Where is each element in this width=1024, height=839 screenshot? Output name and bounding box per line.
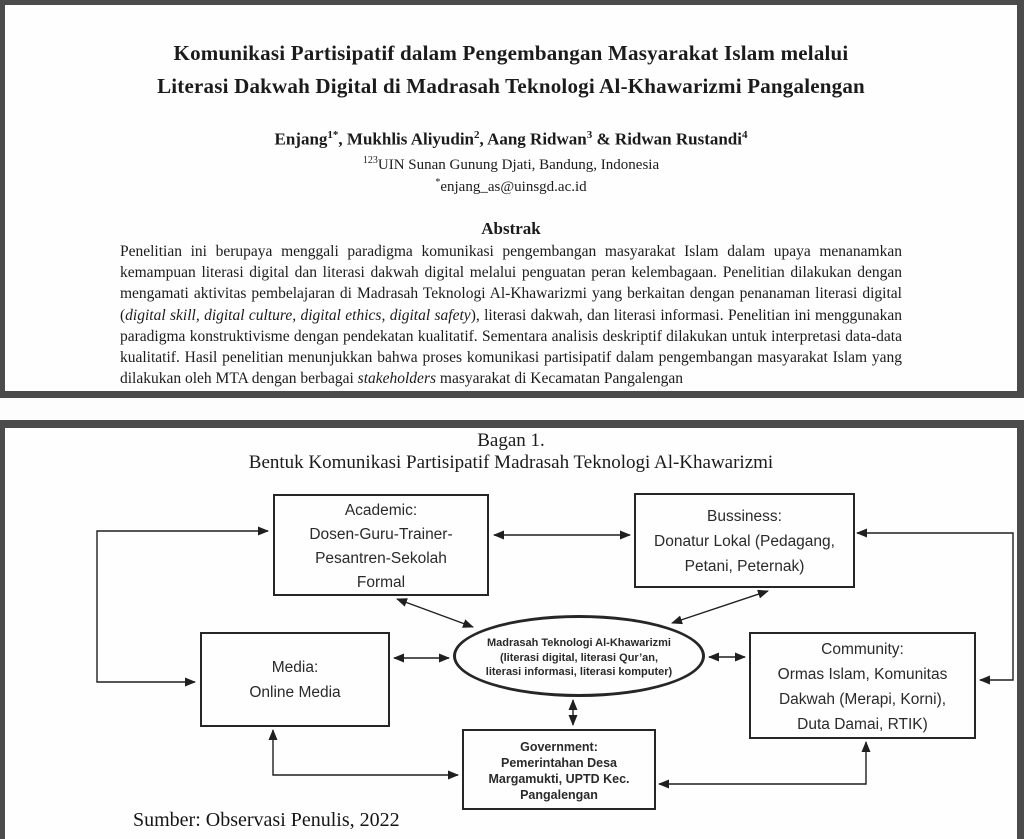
node-business-line: Donatur Lokal (Pedagang, (654, 533, 835, 550)
abstract-heading: Abstrak (481, 218, 541, 238)
node-government-line: Pemerintahan Desa (500, 756, 618, 770)
node-government-line: Margamukti, UPTD Kec. (488, 772, 630, 786)
node-center-line: (literasi digital, literasi Qur’an, (499, 651, 659, 664)
affiliation-line: $^{123}$UIN Sunan Gunung Djati, Bandung, Indonesia (362, 154, 660, 173)
paper-page-panel (0, 0, 1024, 398)
node-center-line: Madrasah Teknologi Al-Khawarizmi (487, 637, 671, 649)
node-center-line: literasi informasi, literasi komputer) (485, 666, 673, 678)
node-community-line: Ormas Islam, Komunitas (777, 666, 948, 683)
node-business-line: Petani, Peternak) (684, 558, 805, 575)
email-line: *enjang_as@uinsgd.ac.id (435, 176, 587, 195)
node-community-line: Duta Damai, RTIK) (797, 716, 928, 733)
node-academic-line: Pesantren-Sekolah (315, 550, 447, 567)
node-government-line: Pangalengan (520, 788, 598, 802)
figure-canvas (5, 428, 1017, 839)
node-academic-line: Formal (356, 574, 406, 591)
figure-caption: Bagan 1. (477, 430, 545, 451)
node-academic-line: Academic: (344, 502, 418, 519)
node-community-line: Community: (821, 641, 904, 658)
authors-line: Enjang$^{1*}$, Mukhlis Aliyudin$^2$, Aang Ridwan$^3$ & Ridwan Rustandi$^4$ (274, 129, 748, 149)
node-government-line: Government: (520, 740, 598, 754)
paper-title-line1: Komunikasi Partisipatif dalam Pengembangan Masyarakat Islam melalui (173, 41, 849, 65)
node-media (200, 632, 390, 727)
figure-panel (0, 420, 1024, 839)
node-government (462, 729, 656, 810)
node-media-line: Online Media (249, 684, 341, 701)
paper-title-line2: Literasi Dakwah Digital di Madrasah Teknologi Al-Khawarizmi Pangalengan (157, 74, 865, 98)
node-community (749, 632, 976, 739)
node-academic-line: Dosen-Guru-Trainer- (309, 526, 453, 543)
figure-subtitle: Bentuk Komunikasi Partisipatif Madrasah Teknologi Al-Khawarizmi (248, 452, 774, 473)
figure-source: Sumber: Observasi Penulis, 2022 (133, 809, 400, 831)
abstract-text: Penelitian ini berupaya menggali paradigma komunikasi pengembangan masyarakat Islam dalam upaya menanamkan kemampuan literasi digital dan literasi dakwah digital melalui penguatan peran kelembagaan. Penelitian dilakukan dengan mengamati aktivitas pembelajaran di Madrasah Teknologi Al-Khawarizmi yang berkaitan dengan penanaman literasi digital (digital skill, digital culture, digital ethics, digital safety), literasi dakwah, dan literasi informasi. Penelitian ini menggunakan paradigma konstruktivisme dengan pendekatan kualitatif. Sementara analisis deskriptif dilakukan untuk interpretasi data-data kualitatif. Hasil penelitian menunjukkan bahwa proses komunikasi partisipatif dalam pengembangan masyarakat Islam yang dilakukan oleh MTA dengan berbagai stakeholders masyarakat di Kecamatan Pangalengan (120, 242, 902, 388)
node-media-line: Media: (271, 659, 319, 676)
node-academic (273, 494, 489, 596)
node-community-line: Dakwah (Merapi, Korni), (778, 691, 947, 708)
node-business (634, 493, 855, 588)
paper-title (5, 37, 1017, 103)
node-business-line: Bussiness: (707, 508, 782, 525)
node-madrasah-center (453, 615, 705, 697)
